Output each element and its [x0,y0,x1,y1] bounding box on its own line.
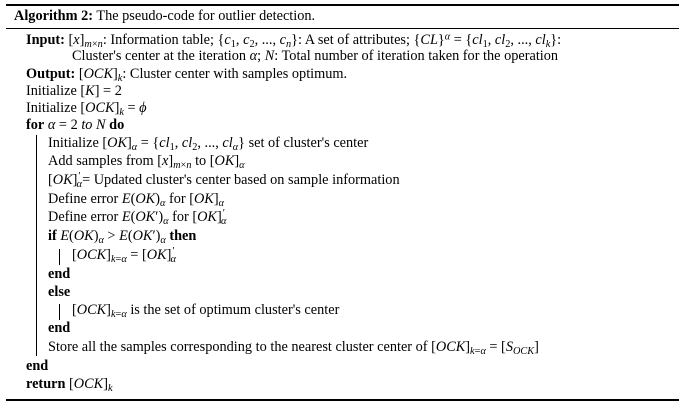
body-2-head: Add samples from [48,153,154,169]
return-keyword: return [26,376,66,392]
body-line-1: Initialize $[OK]_\alpha = \{cl_1$, $cl_2$, ..., $cl_\alpha$} set of cluster's center [48,135,369,154]
body-5-head: Define error [48,209,119,225]
input-desc-2: : A set of attributes; [297,32,410,48]
else-body-line: $[OCK]_{k=\alpha}$ is the set of optimum cluster's center [72,302,340,321]
for-start: 2 [70,117,78,133]
for-body-bar [36,135,37,356]
do-keyword: do [109,117,125,133]
then-keyword: then [169,228,197,244]
if-line: if $E(OK)_\alpha > E(OK')_\alpha$ then [48,228,197,247]
body-3-desc: = Updated cluster's center based on sample information [82,172,400,188]
input-keyword: Input: [26,32,65,48]
else-body-bar [59,304,60,320]
algorithm-block [6,4,679,401]
else-line: else [48,284,71,300]
top-rule [6,4,679,6]
for-keyword: for [26,117,45,133]
if-end: end [48,266,71,282]
input-desc-3: Cluster's center at the iteration [72,48,247,64]
init-k-value: 2 [114,83,122,99]
for-line: for α = 2 to N do [26,117,125,133]
body-1-desc: set of cluster's center [248,135,369,151]
if-body-bar [59,249,60,265]
init-ock-value: ϕ [139,100,147,116]
input-line-1: Input: $[x]_{m\times n}$: Information table; {$c_1$, $c_2$, ..., $c_n$}: A set of attributes; $\{CL\}^\alpha = \{cl_1$, $cl_2$, ..., $cl_k$}: [26,31,562,51]
algorithm-title [14,8,315,25]
else-end: end [48,320,71,336]
if-keyword: if [48,228,57,244]
for-end: end [26,358,49,374]
body-line-4: Define error $E(OK)_\alpha$ for $[OK]_\alpha$ [48,191,225,210]
title-rule [6,28,679,29]
init-label: Initialize [26,83,77,99]
input-desc-1: : Information table; [102,32,214,48]
if-body-line: $[OCK]_{k=\alpha} = [OK]'_\alpha$ [72,246,177,266]
store-line: Store all the samples corresponding to the nearest cluster center of $[OCK]_{k=\alpha} = [S_{OCK}]$ [48,339,539,358]
input-desc-4: Total number of iteration taken for the operation [281,48,559,64]
algorithm-label: Algorithm 2: [14,8,94,24]
input-line-2: Cluster's center at the iteration α; N: Total number of iteration taken for the operation [72,48,559,64]
init-label-2: Initialize [26,100,77,116]
body-5-mid: for [172,209,189,225]
init-k-line: Initialize [K] = 2 [26,83,122,99]
to-keyword: to [81,117,93,133]
body-line-2: Add samples from $[x]_{m\times n}$ to $[OK]_\alpha$ [48,153,245,172]
else-desc: is the set of optimum cluster's center [130,302,340,318]
output-desc: Cluster center with samples optimum. [129,66,348,82]
init-ock-line: Initialize $[OCK]_k = \phi$ [26,100,147,119]
body-line-5: Define error $E(OK')_\alpha$ for $[OK]'_\alpha$ [48,208,227,228]
algorithm-caption: The pseudo-code for outlier detection. [96,8,316,24]
output-keyword: Output: [26,66,76,82]
body-4-mid: for [168,191,186,207]
return-line: return $[OCK]_k$ [26,376,113,395]
init-label-3: Initialize [48,135,99,151]
bottom-rule [6,399,679,401]
output-line: Output: $[OCK]_k$: Cluster center with samples optimum. [26,66,348,85]
body-4-head: Define error [48,191,119,207]
body-line-3: $[OK]'_\alpha=$ Updated cluster's center based on sample information [48,171,400,191]
store-desc: Store all the samples corresponding to the nearest cluster center of [48,339,428,355]
body-2-mid: to [195,153,207,169]
